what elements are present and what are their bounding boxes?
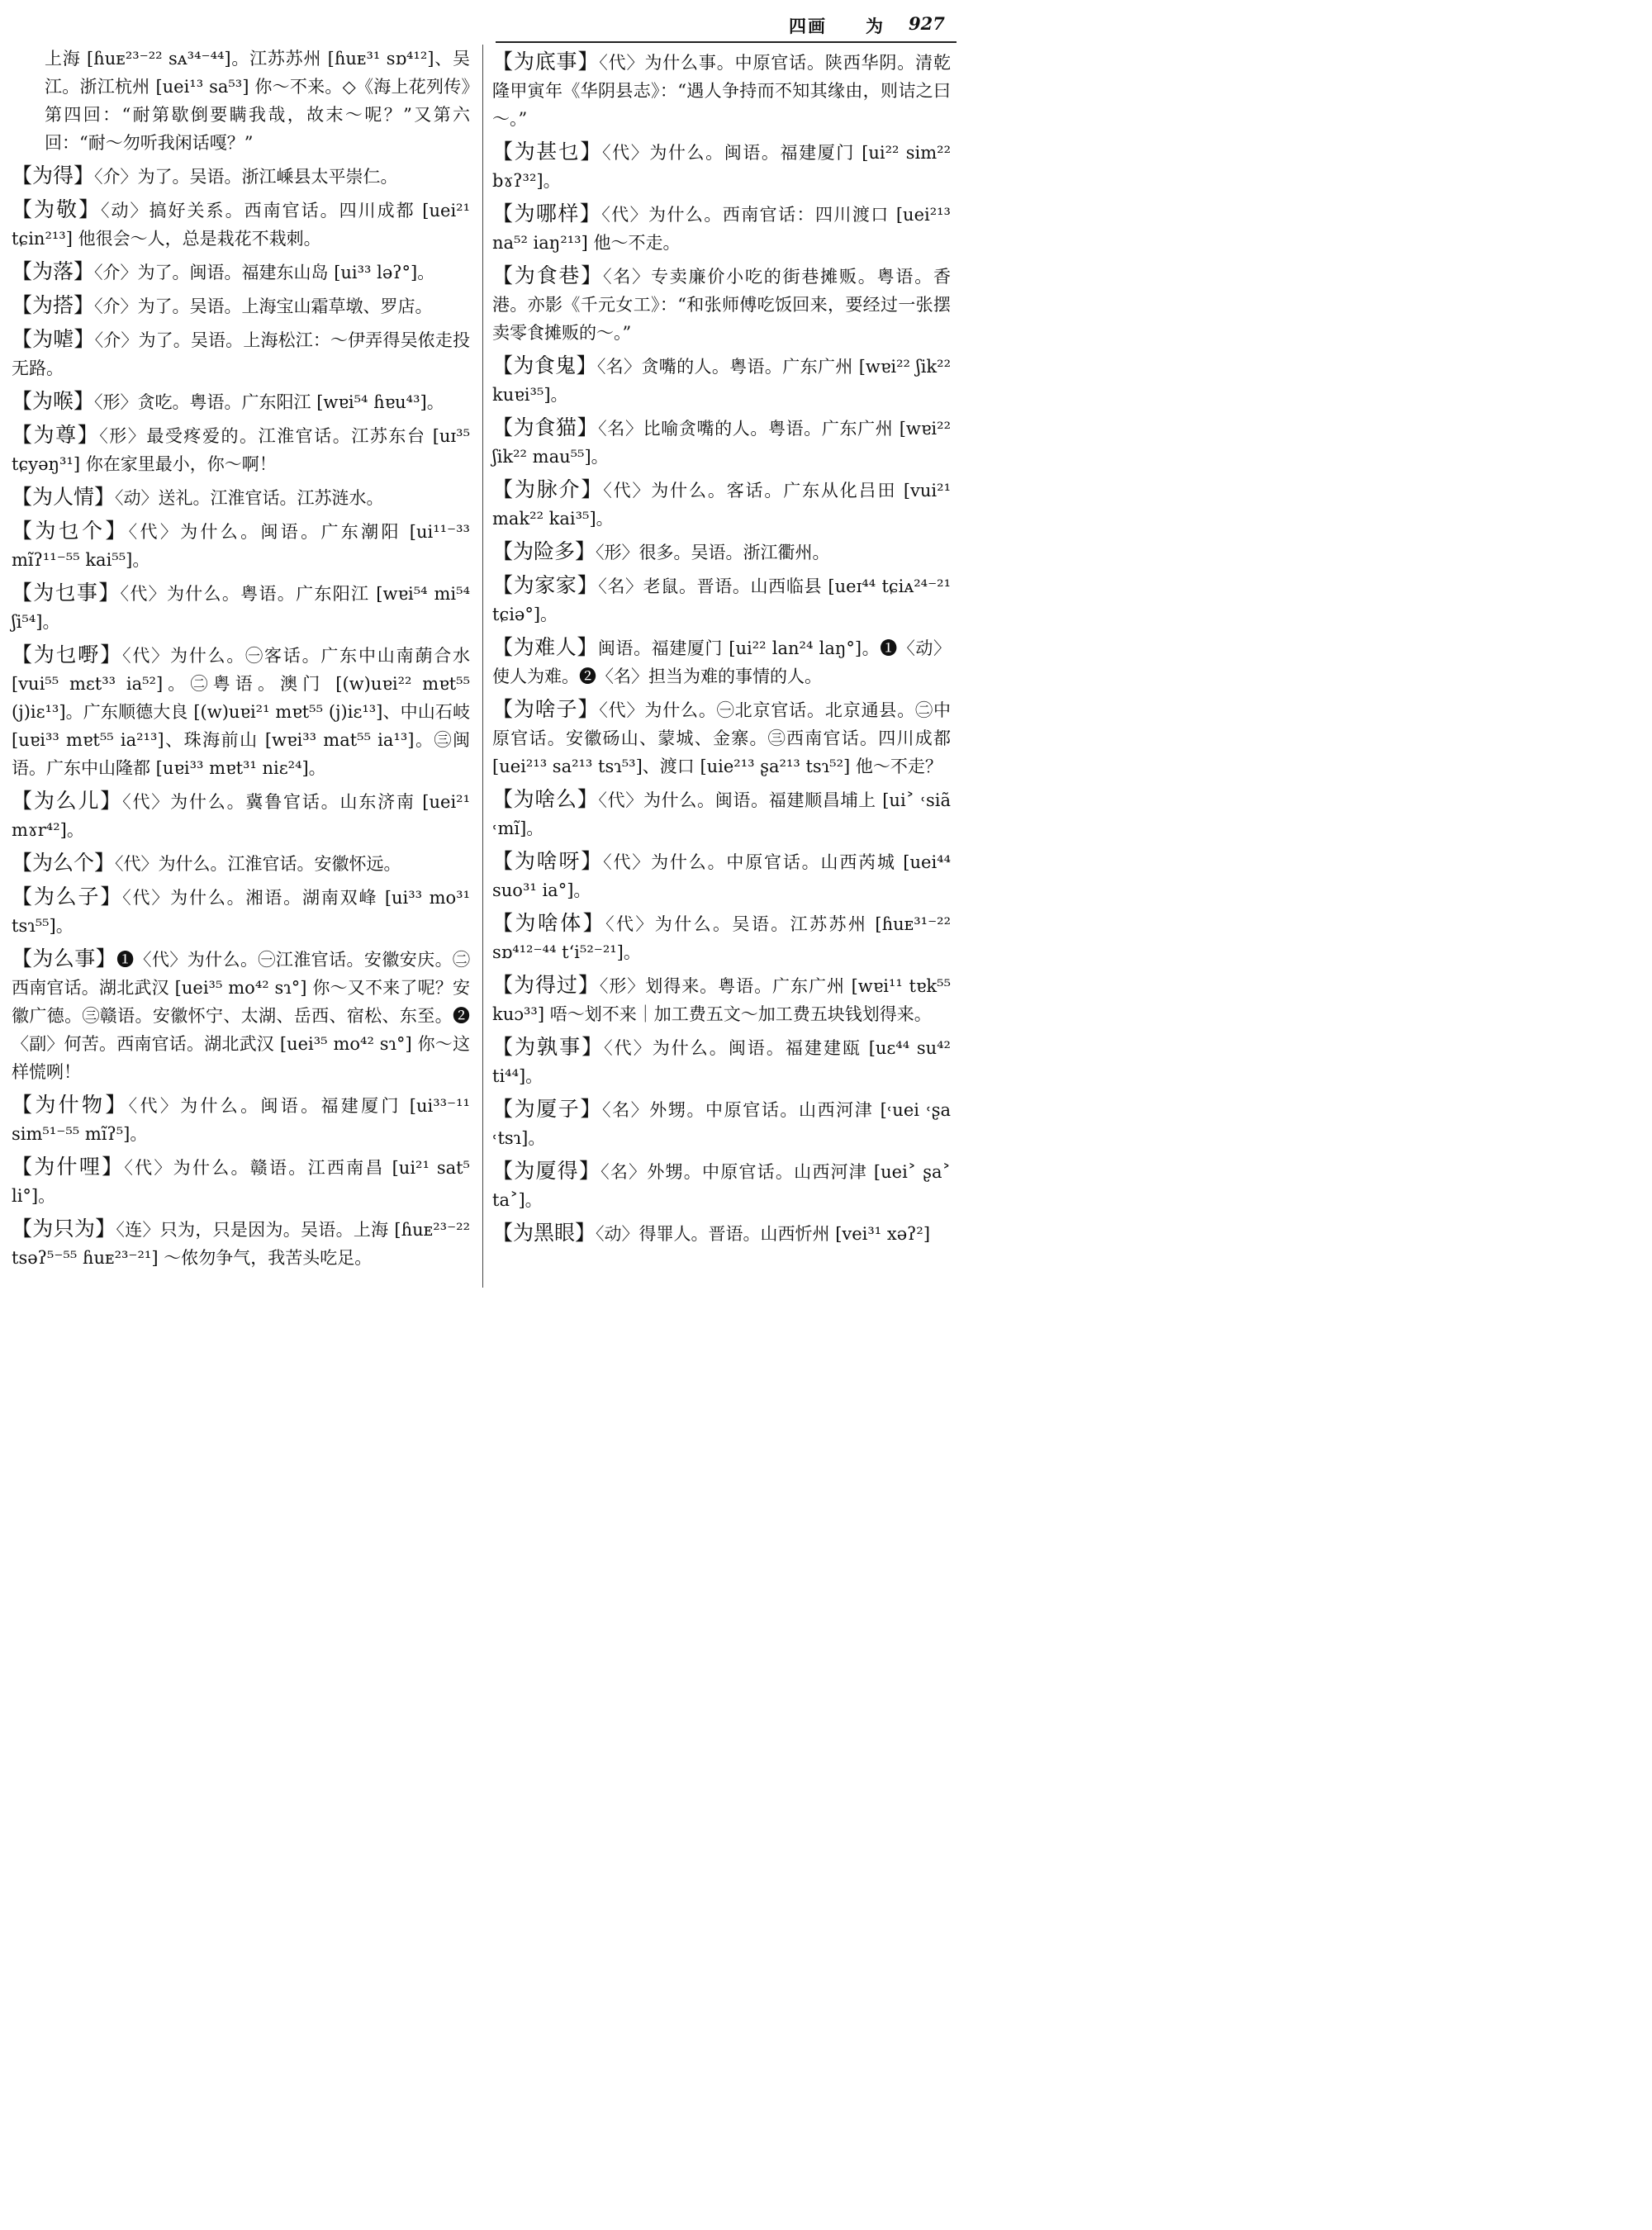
entry-text: 〈代〉为什么。闽语。福建建瓯 [uɛ⁴⁴ su⁴² ti⁴⁴]。	[492, 1038, 951, 1086]
entry-headword: 【为喉】	[12, 389, 95, 413]
entry-headword: 【为黑眼】	[492, 1221, 596, 1245]
entry-headword: 【为食鬼】	[492, 353, 597, 377]
entry-headword: 【为么子】	[12, 885, 123, 909]
entry-headword: 【为落】	[12, 259, 95, 283]
entry-headword: 【为食猫】	[492, 415, 599, 439]
entry-text: 〈代〉为什么。闽语。福建厦门 [ui³³⁻¹¹ sim⁵¹⁻⁵⁵ mĩʔ⁵]。	[12, 1096, 470, 1144]
entry-text: 〈介〉为了。吴语。浙江嵊县太平崇仁。	[94, 167, 398, 187]
dictionary-entry	[492, 1219, 951, 1248]
page-number: 927	[909, 13, 945, 34]
entry-text: 〈名〉老鼠。晋语。山西临县 [ueɪ⁴⁴ tɕiᴀ²⁴⁻²¹ tɕiə°]。	[492, 576, 951, 624]
dictionary-entry	[492, 414, 951, 471]
entry-headword: 【为底事】	[492, 50, 600, 74]
entry-headword: 【为甚乜】	[492, 140, 603, 164]
entry-headword: 【为得过】	[492, 973, 600, 997]
dictionary-entry	[492, 971, 951, 1028]
header-section: 四画	[789, 16, 827, 36]
dictionary-entry	[12, 849, 470, 878]
entry-headword: 【为尊】	[12, 423, 100, 447]
entry-headword: 【为啥体】	[492, 911, 606, 935]
dictionary-entry	[12, 292, 470, 320]
entry-text: 〈代〉为什么。江淮官话。安徽怀远。	[115, 854, 401, 874]
entry-headword: 【为啥么】	[492, 787, 599, 811]
entry-text: 〈名〉外甥。中原官话。山西河津 [˓uei ˓ʂa ˓tsɿ]。	[492, 1100, 951, 1148]
dictionary-entry	[12, 325, 470, 382]
entry-headword: 【为难人】	[492, 635, 598, 659]
entry-headword: 【为孰事】	[492, 1035, 605, 1059]
entry-headword: 【为得】	[12, 164, 95, 187]
entry-text: 闽语。福建厦门 [ui²² lan²⁴ laŋ°]。❶〈动〉使人为难。❷〈名〉担当为难的事情的人。	[492, 638, 951, 686]
column-divider	[482, 45, 483, 1288]
dictionary-entry	[12, 258, 470, 287]
entry-headword: 【为么个】	[12, 851, 116, 875]
entry-text: 〈形〉划得来。粤语。广东广州 [wɐi¹¹ tɐk⁵⁵ kuɔ³³] 唔～划不来｜加工费五文～加工费五块钱划得来。	[492, 976, 951, 1024]
entry-headword: 【为乜嘢】	[12, 643, 123, 667]
dictionary-entry	[492, 262, 951, 347]
entry-text: 〈代〉为什么。中原官话。山西芮城 [uei⁴⁴ suo³¹ ia°]。	[492, 852, 951, 900]
entry-headword: 【为家家】	[492, 573, 599, 597]
entry-text: 〈连〉只为，只是因为。吴语。上海 [ɦuᴇ²³⁻²² tsəʔ⁵⁻⁵⁵ ɦuᴇ²³⁻²¹] ～侬勿争气，我苦头吃足。	[12, 1220, 470, 1268]
entry-text: 上海 [ɦuᴇ²³⁻²² sᴀ³⁴⁻⁴⁴]。江苏苏州 [ɦuᴇ³¹ sɒ⁴¹²]、吴江。浙江杭州 [uei¹³ sa⁵³] 你～不来。◇《海上花列传》第四回：“耐第歇倒要瞒我哉，故末～呢？”又第六回：“耐～勿听我闲话嘎？”	[45, 49, 470, 153]
entry-text: 〈形〉很多。吴语。浙江衢州。	[596, 543, 830, 562]
entry-text: 〈形〉最受疼爱的。江淮官话。江苏东台 [uɪ³⁵ tɕyəŋ³¹] 你在家里最小，你～啊！	[12, 426, 470, 474]
dictionary-entry	[492, 572, 951, 629]
dictionary-entry	[492, 200, 951, 257]
dictionary-entry	[492, 1157, 951, 1214]
dictionary-entry	[492, 785, 951, 842]
entry-headword: 【为厦得】	[492, 1159, 601, 1183]
entry-text: 〈名〉外甥。中原官话。山西河津 [uei˃ ʂa˃ ta˃]。	[492, 1162, 951, 1210]
entry-headword: 【为食巷】	[492, 263, 604, 287]
dictionary-entry	[492, 847, 951, 904]
dictionary-entry	[492, 352, 951, 409]
entry-text: 〈代〉为什么。湘语。湖南双峰 [ui³³ mo³¹ tsɿ⁵⁵]。	[12, 888, 470, 936]
entry-headword: 【为什物】	[12, 1093, 129, 1117]
dictionary-entry	[492, 476, 951, 533]
entry-headword: 【为什哩】	[12, 1155, 125, 1179]
dictionary-entry	[12, 1091, 470, 1148]
entry-text: 〈名〉专卖廉价小吃的街巷摊贩。粤语。香港。亦影《千元女工》：“和张师傅吃饭回来，要经过一张摆卖零食摊贩的～。”	[492, 267, 951, 343]
entry-text: 〈代〉为什么。㊀客话。广东中山南蓢合水 [vui⁵⁵ mɛt³³ ia⁵²]。㊁粤语。澳门 [(w)uɐi²² mɐt⁵⁵ (j)iɛ¹³]。广东顺德大良 [(w)uɐi²¹ mɐt⁵⁵ (j)iɛ¹³]、中山石岐 [uɐi³³ mɐt⁵⁵ ia²¹³]、珠海前山 [wɐi³³ mat⁵⁵ ia¹³]。㊂闽语。广东中山隆都 [uɐi³³ mɐt³¹ niɛ²⁴]。	[12, 646, 470, 778]
dictionary-entry	[12, 1215, 470, 1272]
entry-text: 〈代〉为什么。闽语。福建厦门 [ui²² sim²² bɤʔ³²]。	[492, 143, 951, 191]
dictionary-entry	[12, 787, 470, 844]
entry-text: 〈名〉比喻贪嘴的人。粤语。广东广州 [wɐi²² ʃik²² mau⁵⁵]。	[492, 419, 951, 467]
dictionary-entry	[492, 633, 951, 690]
entry-headword: 【为乜个】	[12, 519, 129, 543]
dictionary-entry	[492, 1095, 951, 1152]
entry-text: 〈代〉为什么。客话。广东从化吕田 [vui²¹ mak²² kai³⁵]。	[492, 481, 951, 529]
dictionary-entry	[492, 695, 951, 780]
dictionary-entry	[12, 517, 470, 574]
entry-headword: 【为险多】	[492, 539, 596, 563]
dictionary-entry	[12, 387, 470, 416]
dictionary-entry	[12, 196, 470, 253]
entry-headword: 【为啥呀】	[492, 849, 604, 873]
entry-text: 〈代〉为什么。闽语。福建顺昌埔上 [ui˃ ˓siã ˓mĩ]。	[492, 790, 951, 838]
entry-text: 〈名〉贪嘴的人。粤语。广东广州 [wɐi²² ʃik²² kuɐi³⁵]。	[492, 357, 951, 405]
entry-text: 〈介〉为了。闽语。福建东山岛 [ui³³ ləʔ°]。	[94, 263, 435, 282]
entry-headword: 【为人情】	[12, 485, 116, 509]
entry-headword: 【为搭】	[12, 293, 95, 317]
entry-headword: 【为乜事】	[12, 581, 121, 605]
entry-text: 〈代〉为什么。赣语。江西南昌 [ui²¹ sat⁵ li°]。	[12, 1158, 470, 1206]
dictionary-entry	[12, 883, 470, 940]
page-header	[496, 8, 957, 43]
entry-text: 〈代〉为什么。粤语。广东阳江 [wɐi⁵⁴ mi⁵⁴ ʃi⁵⁴]。	[12, 584, 470, 632]
left-column	[12, 45, 470, 1277]
dictionary-entry	[492, 538, 951, 567]
entry-headword: 【为哪样】	[492, 202, 602, 225]
entry-headword: 【为厦子】	[492, 1097, 602, 1121]
dictionary-entry	[12, 483, 470, 512]
entry-text: 〈介〉为了。吴语。上海松江：～伊弄得吴侬走投无路。	[12, 330, 470, 378]
entry-headword: 【为啥子】	[492, 697, 600, 721]
entry-text: 〈代〉为什么。吴语。江苏苏州 [ɦuᴇ³¹⁻²² sɒ⁴¹²⁻⁴⁴ tʻi⁵²⁻²¹]。	[492, 914, 951, 962]
entry-text: 〈介〉为了。吴语。上海宝山霜草墩、罗店。	[94, 297, 433, 316]
entry-text: 〈动〉得罪人。晋语。山西忻州 [vei³¹ xəʔ²]	[596, 1224, 931, 1244]
entry-text: 〈代〉为什么事。中原官话。陕西华阴。清乾隆甲寅年《华阴县志》：“遇人争持而不知其缘由，则诘之曰～。”	[492, 53, 951, 129]
entry-text: 〈代〉为什么。㊀北京官话。北京通县。㊁中原官话。安徽砀山、蒙城、金寨。㊂西南官话。四川成都 [uei²¹³ sa²¹³ tsɿ⁵³]、渡口 [uie²¹³ ʂa²¹³ tsɿ⁵²] 他～不走？	[492, 700, 951, 776]
dictionary-entry	[12, 641, 470, 782]
entry-headword: 【为脉介】	[492, 477, 604, 501]
dictionary-entry	[492, 138, 951, 195]
entry-text: 〈代〉为什么。冀鲁官话。山东济南 [uei²¹ mɤr⁴²]。	[12, 792, 470, 840]
right-column	[492, 48, 951, 1253]
dictionary-entry	[492, 48, 951, 133]
entry-headword: 【为敬】	[12, 197, 102, 221]
entry-headword: 【为么儿】	[12, 789, 123, 813]
entry-text: 〈代〉为什么。闽语。广东潮阳 [ui¹¹⁻³³ mĩʔ¹¹⁻⁵⁵ kai⁵⁵]。	[12, 522, 470, 570]
dictionary-entry	[12, 162, 470, 191]
header-char: 为	[866, 16, 883, 36]
entry-text: 〈动〉送礼。江淮官话。江苏涟水。	[115, 488, 384, 508]
dictionary-entry	[12, 945, 470, 1086]
entry-text: ❶〈代〉为什么。㊀江淮官话。安徽安庆。㊁西南官话。湖北武汉 [uei³⁵ mo⁴² sɿ°] 你～又不来了呢？安徽广德。㊂赣语。安徽怀宁、太湖、岳西、宿松、东至。❷〈副〉何苦。西南官话。湖北武汉 [uei³⁵ mo⁴² sɿ°] 你～这样慌咧！	[12, 950, 470, 1082]
entry-text: 〈形〉贪吃。粤语。广东阳江 [wɐi⁵⁴ ɦɐu⁴³]。	[94, 392, 444, 412]
dictionary-entry	[492, 909, 951, 966]
entry-headword: 【为只为】	[12, 1217, 116, 1241]
entry-headword: 【为㖸】	[12, 327, 95, 351]
entry-headword: 【为么事】	[12, 947, 117, 970]
dictionary-entry	[12, 579, 470, 636]
dictionary-entry	[492, 1033, 951, 1090]
entry-text: 〈动〉搞好关系。西南官话。四川成都 [uei²¹ tɕin²¹³] 他很会～人，总是栽花不栽刺。	[12, 201, 470, 249]
entry-continuation	[12, 45, 470, 157]
entry-text: 〈代〉为什么。西南官话：四川渡口 [uei²¹³ na⁵² iaŋ²¹³] 他～不走。	[492, 205, 951, 253]
dictionary-entry	[12, 421, 470, 478]
dictionary-entry	[12, 1153, 470, 1210]
